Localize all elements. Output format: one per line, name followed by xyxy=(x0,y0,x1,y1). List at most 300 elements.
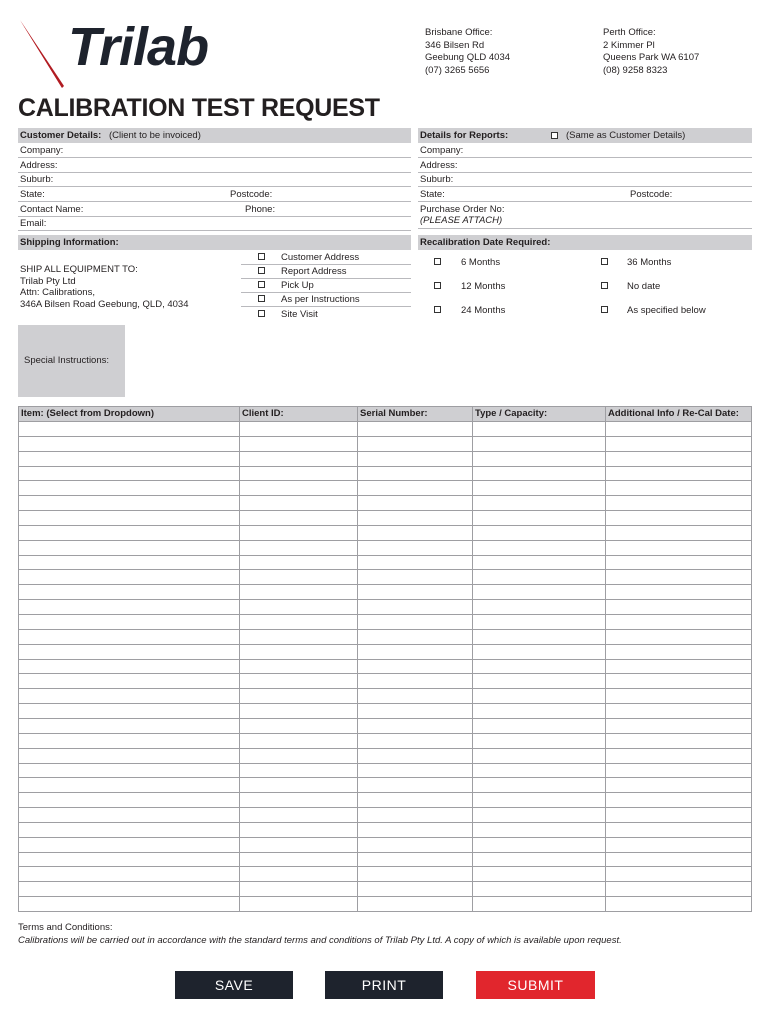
table-input-cell[interactable] xyxy=(472,585,605,599)
item-dropdown-cell[interactable] xyxy=(19,823,239,837)
table-input-cell[interactable] xyxy=(357,511,472,525)
customer-suburb-field[interactable] xyxy=(18,172,411,187)
table-input-cell[interactable] xyxy=(239,882,357,896)
item-dropdown-cell[interactable] xyxy=(19,897,239,911)
shipping-customer-address-checkbox[interactable] xyxy=(258,253,265,260)
shipping-as-per-instructions-label: As per Instructions xyxy=(281,294,360,305)
table-input-cell[interactable] xyxy=(605,734,751,748)
shipping-pick-up-checkbox[interactable] xyxy=(258,281,265,288)
table-input-cell[interactable] xyxy=(605,437,751,451)
table-row xyxy=(19,436,751,451)
table-input-cell[interactable] xyxy=(239,556,357,570)
customer-postcode-label: Postcode: xyxy=(230,189,273,200)
table-input-cell[interactable] xyxy=(357,764,472,778)
table-input-cell[interactable] xyxy=(605,704,751,718)
customer-address-field[interactable] xyxy=(18,158,411,173)
column-header-type-capacity: Type / Capacity: xyxy=(475,408,548,419)
item-dropdown-cell[interactable] xyxy=(19,704,239,718)
table-input-cell[interactable] xyxy=(357,853,472,867)
table-input-cell[interactable] xyxy=(605,719,751,733)
customer-details-header xyxy=(18,128,411,143)
table-input-cell[interactable] xyxy=(605,600,751,614)
purchase-order-label: Purchase Order No: xyxy=(420,204,505,215)
customer-suburb-label: Suburb: xyxy=(20,174,54,185)
table-input-cell[interactable] xyxy=(239,734,357,748)
table-row xyxy=(19,792,751,807)
trilab-logo xyxy=(18,14,240,92)
table-row xyxy=(19,599,751,614)
item-dropdown-cell[interactable] xyxy=(19,689,239,703)
item-dropdown-cell[interactable] xyxy=(19,422,239,436)
table-input-cell[interactable] xyxy=(472,704,605,718)
table-input-cell[interactable] xyxy=(472,556,605,570)
table-input-cell[interactable] xyxy=(605,511,751,525)
table-row xyxy=(19,584,751,599)
item-dropdown-cell[interactable] xyxy=(19,615,239,629)
table-input-cell[interactable] xyxy=(239,749,357,763)
item-dropdown-cell[interactable] xyxy=(19,630,239,644)
customer-contact-label: Contact Name: xyxy=(20,204,84,215)
report-postcode-label: Postcode: xyxy=(630,189,673,200)
report-company-label: Company: xyxy=(420,145,464,156)
print-button[interactable]: PRINT xyxy=(325,971,443,999)
table-input-cell[interactable] xyxy=(605,630,751,644)
table-input-cell[interactable] xyxy=(472,645,605,659)
table-input-cell[interactable] xyxy=(605,838,751,852)
report-state-label: State: xyxy=(420,189,445,200)
shipping-pick-up-label: Pick Up xyxy=(281,280,314,291)
perth-office-suburb: Queens Park WA 6107 xyxy=(603,52,700,63)
table-input-cell[interactable] xyxy=(605,853,751,867)
special-instructions-input[interactable] xyxy=(125,325,752,397)
shipping-report-address-label: Report Address xyxy=(281,266,347,277)
table-input-cell[interactable] xyxy=(472,526,605,540)
items-table-header xyxy=(19,407,751,421)
table-input-cell[interactable] xyxy=(239,541,357,555)
table-row xyxy=(19,644,751,659)
item-dropdown-cell[interactable] xyxy=(19,496,239,510)
column-header-additional-info: Additional Info / Re-Cal Date: xyxy=(608,408,739,419)
recal-12-months-checkbox[interactable] xyxy=(434,282,441,289)
table-input-cell[interactable] xyxy=(472,615,605,629)
item-dropdown-cell[interactable] xyxy=(19,437,239,451)
table-input-cell[interactable] xyxy=(605,541,751,555)
table-row xyxy=(19,673,751,688)
shipping-info-title: Shipping Information: xyxy=(20,237,119,248)
table-input-cell[interactable] xyxy=(472,838,605,852)
shipping-report-address-checkbox[interactable] xyxy=(258,267,265,274)
recal-6-months-checkbox[interactable] xyxy=(434,258,441,265)
shipping-as-per-instructions-checkbox[interactable] xyxy=(258,295,265,302)
item-dropdown-cell[interactable] xyxy=(19,511,239,525)
table-row xyxy=(19,629,751,644)
report-address-label: Address: xyxy=(420,160,458,171)
table-input-cell[interactable] xyxy=(357,615,472,629)
terms-section xyxy=(18,922,622,947)
customer-phone-label: Phone: xyxy=(245,204,276,215)
item-dropdown-cell[interactable] xyxy=(19,645,239,659)
report-address-field[interactable] xyxy=(418,158,752,173)
table-input-cell[interactable] xyxy=(605,481,751,495)
special-instructions-label-cell xyxy=(18,325,125,397)
table-row xyxy=(19,748,751,763)
table-input-cell[interactable] xyxy=(239,674,357,688)
table-input-cell[interactable] xyxy=(605,660,751,674)
table-input-cell[interactable] xyxy=(239,867,357,881)
table-input-cell[interactable] xyxy=(605,556,751,570)
ship-to-heading: SHIP ALL EQUIPMENT TO: xyxy=(20,264,138,275)
report-state-field[interactable] xyxy=(418,187,752,202)
table-input-cell[interactable] xyxy=(357,674,472,688)
column-header-client-id: Client ID: xyxy=(242,408,284,419)
table-input-cell[interactable] xyxy=(357,452,472,466)
logo-wordmark: Trilab xyxy=(68,17,209,77)
table-input-cell[interactable] xyxy=(472,452,605,466)
table-input-cell[interactable] xyxy=(472,437,605,451)
table-row xyxy=(19,733,751,748)
table-row xyxy=(19,852,751,867)
item-dropdown-cell[interactable] xyxy=(19,749,239,763)
table-input-cell[interactable] xyxy=(605,823,751,837)
customer-company-field[interactable] xyxy=(18,143,411,158)
report-suburb-label: Suburb: xyxy=(420,174,454,185)
table-input-cell[interactable] xyxy=(239,660,357,674)
item-dropdown-cell[interactable] xyxy=(19,764,239,778)
table-row xyxy=(19,703,751,718)
table-input-cell[interactable] xyxy=(605,764,751,778)
table-input-cell[interactable] xyxy=(357,749,472,763)
table-input-cell[interactable] xyxy=(357,734,472,748)
table-row xyxy=(19,837,751,852)
table-input-cell[interactable] xyxy=(605,674,751,688)
shipping-site-visit-checkbox[interactable] xyxy=(258,310,265,317)
submit-button[interactable]: SUBMIT xyxy=(476,971,595,999)
table-input-cell[interactable] xyxy=(472,808,605,822)
recal-12-months-label: 12 Months xyxy=(461,281,506,292)
table-row xyxy=(19,659,751,674)
customer-email-field[interactable] xyxy=(18,216,411,231)
customer-contact-field[interactable] xyxy=(18,202,411,217)
item-dropdown-cell[interactable] xyxy=(19,660,239,674)
table-input-cell[interactable] xyxy=(239,481,357,495)
item-dropdown-cell[interactable] xyxy=(19,556,239,570)
table-input-cell[interactable] xyxy=(472,778,605,792)
table-input-cell[interactable] xyxy=(472,719,605,733)
customer-details-title: Customer Details: xyxy=(20,130,102,141)
customer-address-label: Address: xyxy=(20,160,58,171)
table-input-cell[interactable] xyxy=(605,867,751,881)
recal-option-as-specified[interactable] xyxy=(601,304,741,318)
shipping-option-customer-address[interactable] xyxy=(241,251,411,265)
table-input-cell[interactable] xyxy=(472,749,605,763)
ship-to-address xyxy=(20,264,188,310)
table-input-cell[interactable] xyxy=(239,526,357,540)
table-input-cell[interactable] xyxy=(357,645,472,659)
table-input-cell[interactable] xyxy=(239,719,357,733)
table-input-cell[interactable] xyxy=(472,689,605,703)
shipping-option-as-per-instructions[interactable] xyxy=(241,293,411,307)
table-input-cell[interactable] xyxy=(472,882,605,896)
same-as-customer-label: (Same as Customer Details) xyxy=(566,130,686,141)
table-input-cell[interactable] xyxy=(357,704,472,718)
table-input-cell[interactable] xyxy=(605,526,751,540)
report-suburb-field[interactable] xyxy=(418,172,752,187)
table-input-cell[interactable] xyxy=(357,882,472,896)
brisbane-office-street: 346 Bilsen Rd xyxy=(425,39,485,51)
table-input-cell[interactable] xyxy=(357,630,472,644)
recal-24-months-label: 24 Months xyxy=(461,305,506,316)
table-input-cell[interactable] xyxy=(605,585,751,599)
item-dropdown-cell[interactable] xyxy=(19,481,239,495)
table-input-cell[interactable] xyxy=(605,808,751,822)
table-input-cell[interactable] xyxy=(605,496,751,510)
table-input-cell[interactable] xyxy=(239,897,357,911)
table-row xyxy=(19,777,751,792)
table-input-cell[interactable] xyxy=(605,645,751,659)
table-input-cell[interactable] xyxy=(472,422,605,436)
table-input-cell[interactable] xyxy=(472,823,605,837)
table-row xyxy=(19,807,751,822)
column-header-serial-number: Serial Number: xyxy=(360,408,428,419)
recal-as-specified-checkbox[interactable] xyxy=(601,306,608,313)
item-dropdown-cell[interactable] xyxy=(19,778,239,792)
recal-option-12-months[interactable] xyxy=(434,280,554,294)
recal-as-specified-label: As specified below xyxy=(627,305,706,316)
table-row xyxy=(19,451,751,466)
special-instructions-box xyxy=(18,325,752,397)
table-input-cell[interactable] xyxy=(239,452,357,466)
table-row xyxy=(19,480,751,495)
table-input-cell[interactable] xyxy=(472,897,605,911)
table-input-cell[interactable] xyxy=(357,838,472,852)
item-dropdown-cell[interactable] xyxy=(19,853,239,867)
table-input-cell[interactable] xyxy=(239,808,357,822)
table-input-cell[interactable] xyxy=(357,719,472,733)
table-row xyxy=(19,540,751,555)
table-row xyxy=(19,614,751,629)
table-input-cell[interactable] xyxy=(239,467,357,481)
shipping-option-report-address[interactable] xyxy=(241,265,411,279)
table-input-cell[interactable] xyxy=(357,437,472,451)
table-input-cell[interactable] xyxy=(605,793,751,807)
recal-36-months-label: 36 Months xyxy=(627,257,672,268)
table-input-cell[interactable] xyxy=(472,867,605,881)
items-table xyxy=(18,406,752,912)
perth-office-street: 2 Kimmer Pl xyxy=(603,39,655,51)
table-row xyxy=(19,688,751,703)
shipping-customer-address-label: Customer Address xyxy=(281,252,360,263)
item-dropdown-cell[interactable] xyxy=(19,882,239,896)
table-row xyxy=(19,466,751,481)
recal-no-date-checkbox[interactable] xyxy=(601,282,608,289)
table-input-cell[interactable] xyxy=(472,511,605,525)
table-input-cell[interactable] xyxy=(357,793,472,807)
item-dropdown-cell[interactable] xyxy=(19,808,239,822)
perth-office xyxy=(603,27,699,77)
item-dropdown-cell[interactable] xyxy=(19,719,239,733)
table-row xyxy=(19,896,751,911)
table-input-cell[interactable] xyxy=(357,823,472,837)
table-input-cell[interactable] xyxy=(605,452,751,466)
recalibration-title: Recalibration Date Required: xyxy=(420,237,551,248)
recal-no-date-label: No date xyxy=(627,281,661,292)
table-input-cell[interactable] xyxy=(357,496,472,510)
table-input-cell[interactable] xyxy=(357,422,472,436)
table-input-cell[interactable] xyxy=(357,600,472,614)
brisbane-office-phone: (07) 3265 5656 xyxy=(425,64,490,76)
table-input-cell[interactable] xyxy=(605,467,751,481)
table-input-cell[interactable] xyxy=(239,793,357,807)
table-input-cell[interactable] xyxy=(605,882,751,896)
table-input-cell[interactable] xyxy=(472,764,605,778)
table-input-cell[interactable] xyxy=(239,600,357,614)
table-input-cell[interactable] xyxy=(357,778,472,792)
table-input-cell[interactable] xyxy=(357,689,472,703)
table-input-cell[interactable] xyxy=(472,674,605,688)
table-input-cell[interactable] xyxy=(472,793,605,807)
table-row xyxy=(19,718,751,733)
item-dropdown-cell[interactable] xyxy=(19,541,239,555)
item-dropdown-cell[interactable] xyxy=(19,600,239,614)
purchase-order-field[interactable] xyxy=(418,202,752,229)
table-input-cell[interactable] xyxy=(357,467,472,481)
item-dropdown-cell[interactable] xyxy=(19,570,239,584)
recal-36-months-checkbox[interactable] xyxy=(601,258,608,265)
table-input-cell[interactable] xyxy=(472,600,605,614)
table-input-cell[interactable] xyxy=(357,897,472,911)
report-details-title: Details for Reports: xyxy=(420,130,509,141)
recal-6-months-label: 6 Months xyxy=(461,257,501,268)
table-input-cell[interactable] xyxy=(472,496,605,510)
table-input-cell[interactable] xyxy=(239,585,357,599)
table-input-cell[interactable] xyxy=(239,838,357,852)
item-dropdown-cell[interactable] xyxy=(19,867,239,881)
table-input-cell[interactable] xyxy=(239,853,357,867)
ship-to-street: 346A Bilsen Road Geebung, QLD, 4034 xyxy=(20,298,189,310)
table-input-cell[interactable] xyxy=(357,556,472,570)
table-row xyxy=(19,510,751,525)
table-row xyxy=(19,866,751,881)
table-input-cell[interactable] xyxy=(605,749,751,763)
table-row xyxy=(19,881,751,896)
recalibration-header xyxy=(418,235,752,250)
recal-option-no-date[interactable] xyxy=(601,280,741,294)
table-input-cell[interactable] xyxy=(472,570,605,584)
table-row xyxy=(19,495,751,510)
item-dropdown-cell[interactable] xyxy=(19,838,239,852)
table-input-cell[interactable] xyxy=(357,585,472,599)
table-input-cell[interactable] xyxy=(239,645,357,659)
column-header-item: Item: (Select from Dropdown) xyxy=(21,408,155,419)
table-input-cell[interactable] xyxy=(472,541,605,555)
item-dropdown-cell[interactable] xyxy=(19,734,239,748)
customer-company-label: Company: xyxy=(20,145,64,156)
terms-text: Calibrations will be carried out in accordance with the standard terms and conditions of Trilab Pty Ltd. A copy of which is available upon request. xyxy=(18,934,622,946)
shipping-options xyxy=(241,251,411,322)
table-input-cell[interactable] xyxy=(605,897,751,911)
perth-office-heading: Perth Office: xyxy=(603,27,656,38)
table-input-cell[interactable] xyxy=(605,570,751,584)
table-row xyxy=(19,763,751,778)
shipping-option-pick-up[interactable] xyxy=(241,279,411,293)
perth-office-phone: (08) 9258 8323 xyxy=(603,64,668,76)
items-table-body xyxy=(19,421,751,911)
table-row xyxy=(19,421,751,436)
brisbane-office-suburb: Geebung QLD 4034 xyxy=(425,52,511,63)
item-dropdown-cell[interactable] xyxy=(19,793,239,807)
table-input-cell[interactable] xyxy=(239,496,357,510)
table-input-cell[interactable] xyxy=(239,437,357,451)
table-input-cell[interactable] xyxy=(472,660,605,674)
table-row xyxy=(19,822,751,837)
table-input-cell[interactable] xyxy=(239,511,357,525)
table-input-cell[interactable] xyxy=(357,570,472,584)
table-input-cell[interactable] xyxy=(239,689,357,703)
terms-heading: Terms and Conditions: xyxy=(18,922,113,933)
table-input-cell[interactable] xyxy=(605,689,751,703)
table-input-cell[interactable] xyxy=(357,660,472,674)
customer-email-label: Email: xyxy=(20,218,47,229)
item-dropdown-cell[interactable] xyxy=(19,585,239,599)
table-input-cell[interactable] xyxy=(239,570,357,584)
table-input-cell[interactable] xyxy=(357,541,472,555)
table-input-cell[interactable] xyxy=(605,422,751,436)
purchase-order-note: (PLEASE ATTACH) xyxy=(420,215,503,226)
table-input-cell[interactable] xyxy=(239,422,357,436)
page-title: CALIBRATION TEST REQUEST xyxy=(18,94,380,122)
table-input-cell[interactable] xyxy=(605,778,751,792)
table-input-cell[interactable] xyxy=(357,808,472,822)
shipping-option-site-visit[interactable] xyxy=(241,308,411,322)
customer-details-note: (Client to be invoiced) xyxy=(109,130,201,141)
table-row xyxy=(19,555,751,570)
brisbane-office-heading: Brisbane Office: xyxy=(425,27,493,38)
table-input-cell[interactable] xyxy=(605,615,751,629)
save-button[interactable]: SAVE xyxy=(175,971,293,999)
ship-to-attention: Attn: Calibrations, xyxy=(20,287,95,298)
shipping-site-visit-label: Site Visit xyxy=(281,309,318,320)
table-input-cell[interactable] xyxy=(239,778,357,792)
table-input-cell[interactable] xyxy=(239,764,357,778)
customer-state-field[interactable] xyxy=(18,187,411,202)
item-dropdown-cell[interactable] xyxy=(19,467,239,481)
item-dropdown-cell[interactable] xyxy=(19,526,239,540)
table-input-cell[interactable] xyxy=(472,630,605,644)
table-input-cell[interactable] xyxy=(239,704,357,718)
table-input-cell[interactable] xyxy=(357,867,472,881)
report-details-header xyxy=(418,128,752,143)
item-dropdown-cell[interactable] xyxy=(19,452,239,466)
recal-option-36-months[interactable] xyxy=(601,256,741,270)
table-input-cell[interactable] xyxy=(472,467,605,481)
same-as-customer-checkbox[interactable] xyxy=(551,132,558,139)
recal-option-6-months[interactable] xyxy=(434,256,554,270)
recal-option-24-months[interactable] xyxy=(434,304,554,318)
table-input-cell[interactable] xyxy=(239,823,357,837)
table-input-cell[interactable] xyxy=(239,630,357,644)
customer-state-label: State: xyxy=(20,189,45,200)
table-row xyxy=(19,569,751,584)
table-input-cell[interactable] xyxy=(472,734,605,748)
table-input-cell[interactable] xyxy=(472,481,605,495)
report-company-field[interactable] xyxy=(418,143,752,158)
recal-24-months-checkbox[interactable] xyxy=(434,306,441,313)
table-input-cell[interactable] xyxy=(357,481,472,495)
table-input-cell[interactable] xyxy=(472,853,605,867)
table-input-cell[interactable] xyxy=(239,615,357,629)
item-dropdown-cell[interactable] xyxy=(19,674,239,688)
table-input-cell[interactable] xyxy=(357,526,472,540)
